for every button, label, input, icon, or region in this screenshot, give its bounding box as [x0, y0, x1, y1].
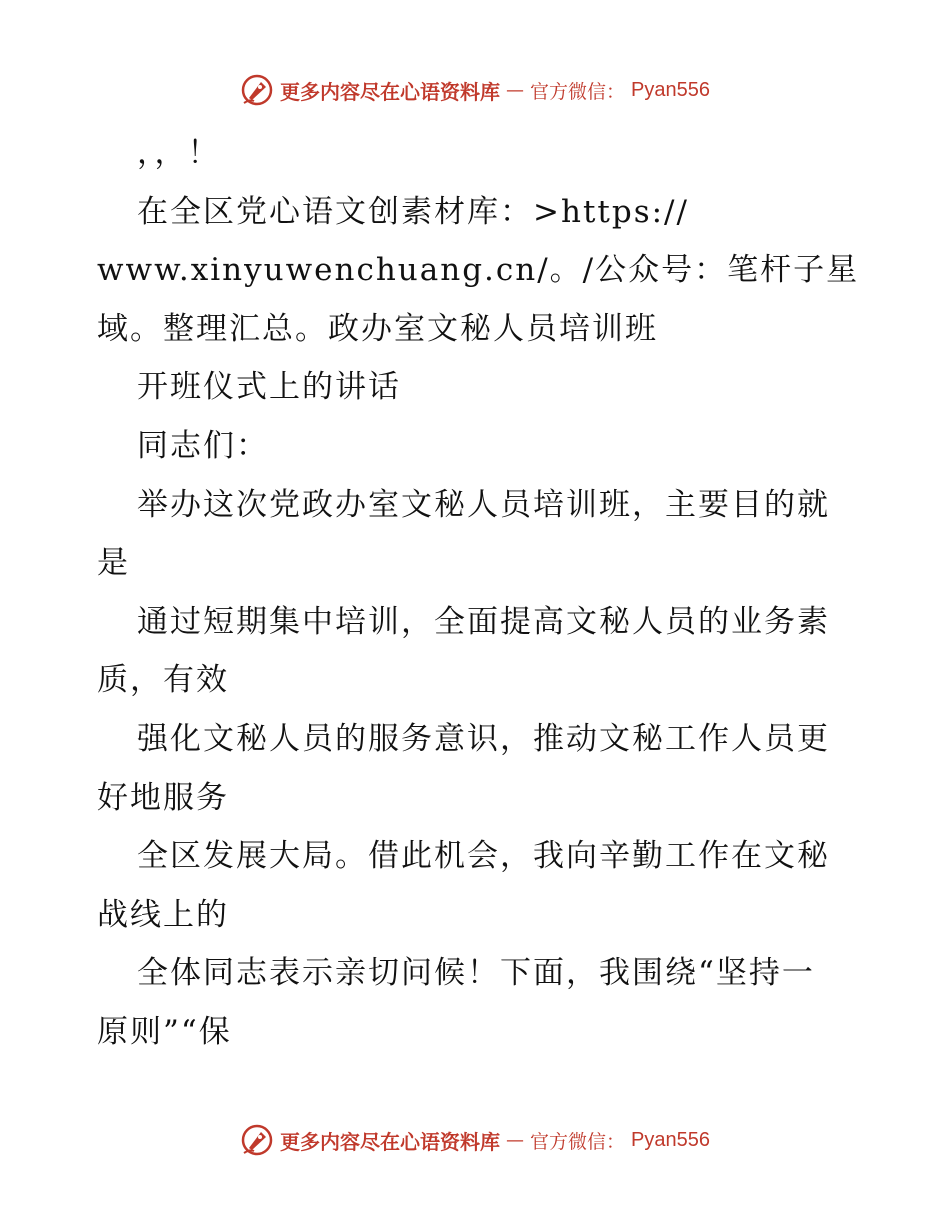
header-brand-text: 更多内容尽在心语资料库 [280, 79, 500, 104]
document-line: 同志们： [137, 427, 269, 464]
footer-wechat-label: 官方微信： [530, 1130, 626, 1153]
header-banner [0, 70, 950, 110]
document-line: 在全区党心语文创素材库：>https:// [137, 193, 689, 230]
document-line: 举办这次党政办室文秘人员培训班，主要目的就 [137, 486, 830, 523]
pen-nib-logo-icon [240, 1123, 274, 1157]
footer-dash: — [506, 1129, 524, 1151]
footer-banner-inner [240, 1123, 710, 1157]
footer-brand-text: 更多内容尽在心语资料库 [280, 1129, 500, 1154]
document-line: 域。整理汇总。政办室文秘人员培训班 [97, 310, 658, 347]
document-body [97, 124, 867, 1062]
document-line: 开班仪式上的讲话 [137, 369, 401, 406]
document-line: 通过短期集中培训，全面提高文秘人员的业务素 [137, 603, 830, 640]
document-line: 强化文秘人员的服务意识，推动文秘工作人员更 [137, 720, 830, 757]
document-line: 全区发展大局。借此机会，我向辛勤工作在文秘 [137, 838, 830, 875]
footer-wechat-id: Pyan556 [631, 1128, 710, 1151]
document-line: 原则”“保 [97, 1013, 232, 1050]
header-banner-inner [240, 73, 710, 107]
document-line: 战线上的 [97, 896, 229, 933]
footer-banner [0, 1120, 950, 1160]
document-line: 质，有效 [97, 662, 229, 699]
document-line: 全体同志表示亲切问候！下面，我围绕“坚持一 [137, 955, 815, 992]
header-dash: — [506, 79, 524, 101]
document-line: ，，！ [137, 135, 221, 171]
header-wechat-label: 官方微信： [530, 80, 626, 103]
pen-nib-logo-icon [240, 73, 274, 107]
document-line: www.xinyuwenchuang.cn/。/公众号：笔杆子星 [97, 252, 860, 289]
document-line: 好地服务 [97, 779, 229, 816]
document-line: 是 [97, 545, 130, 582]
header-wechat-id: Pyan556 [631, 78, 710, 101]
